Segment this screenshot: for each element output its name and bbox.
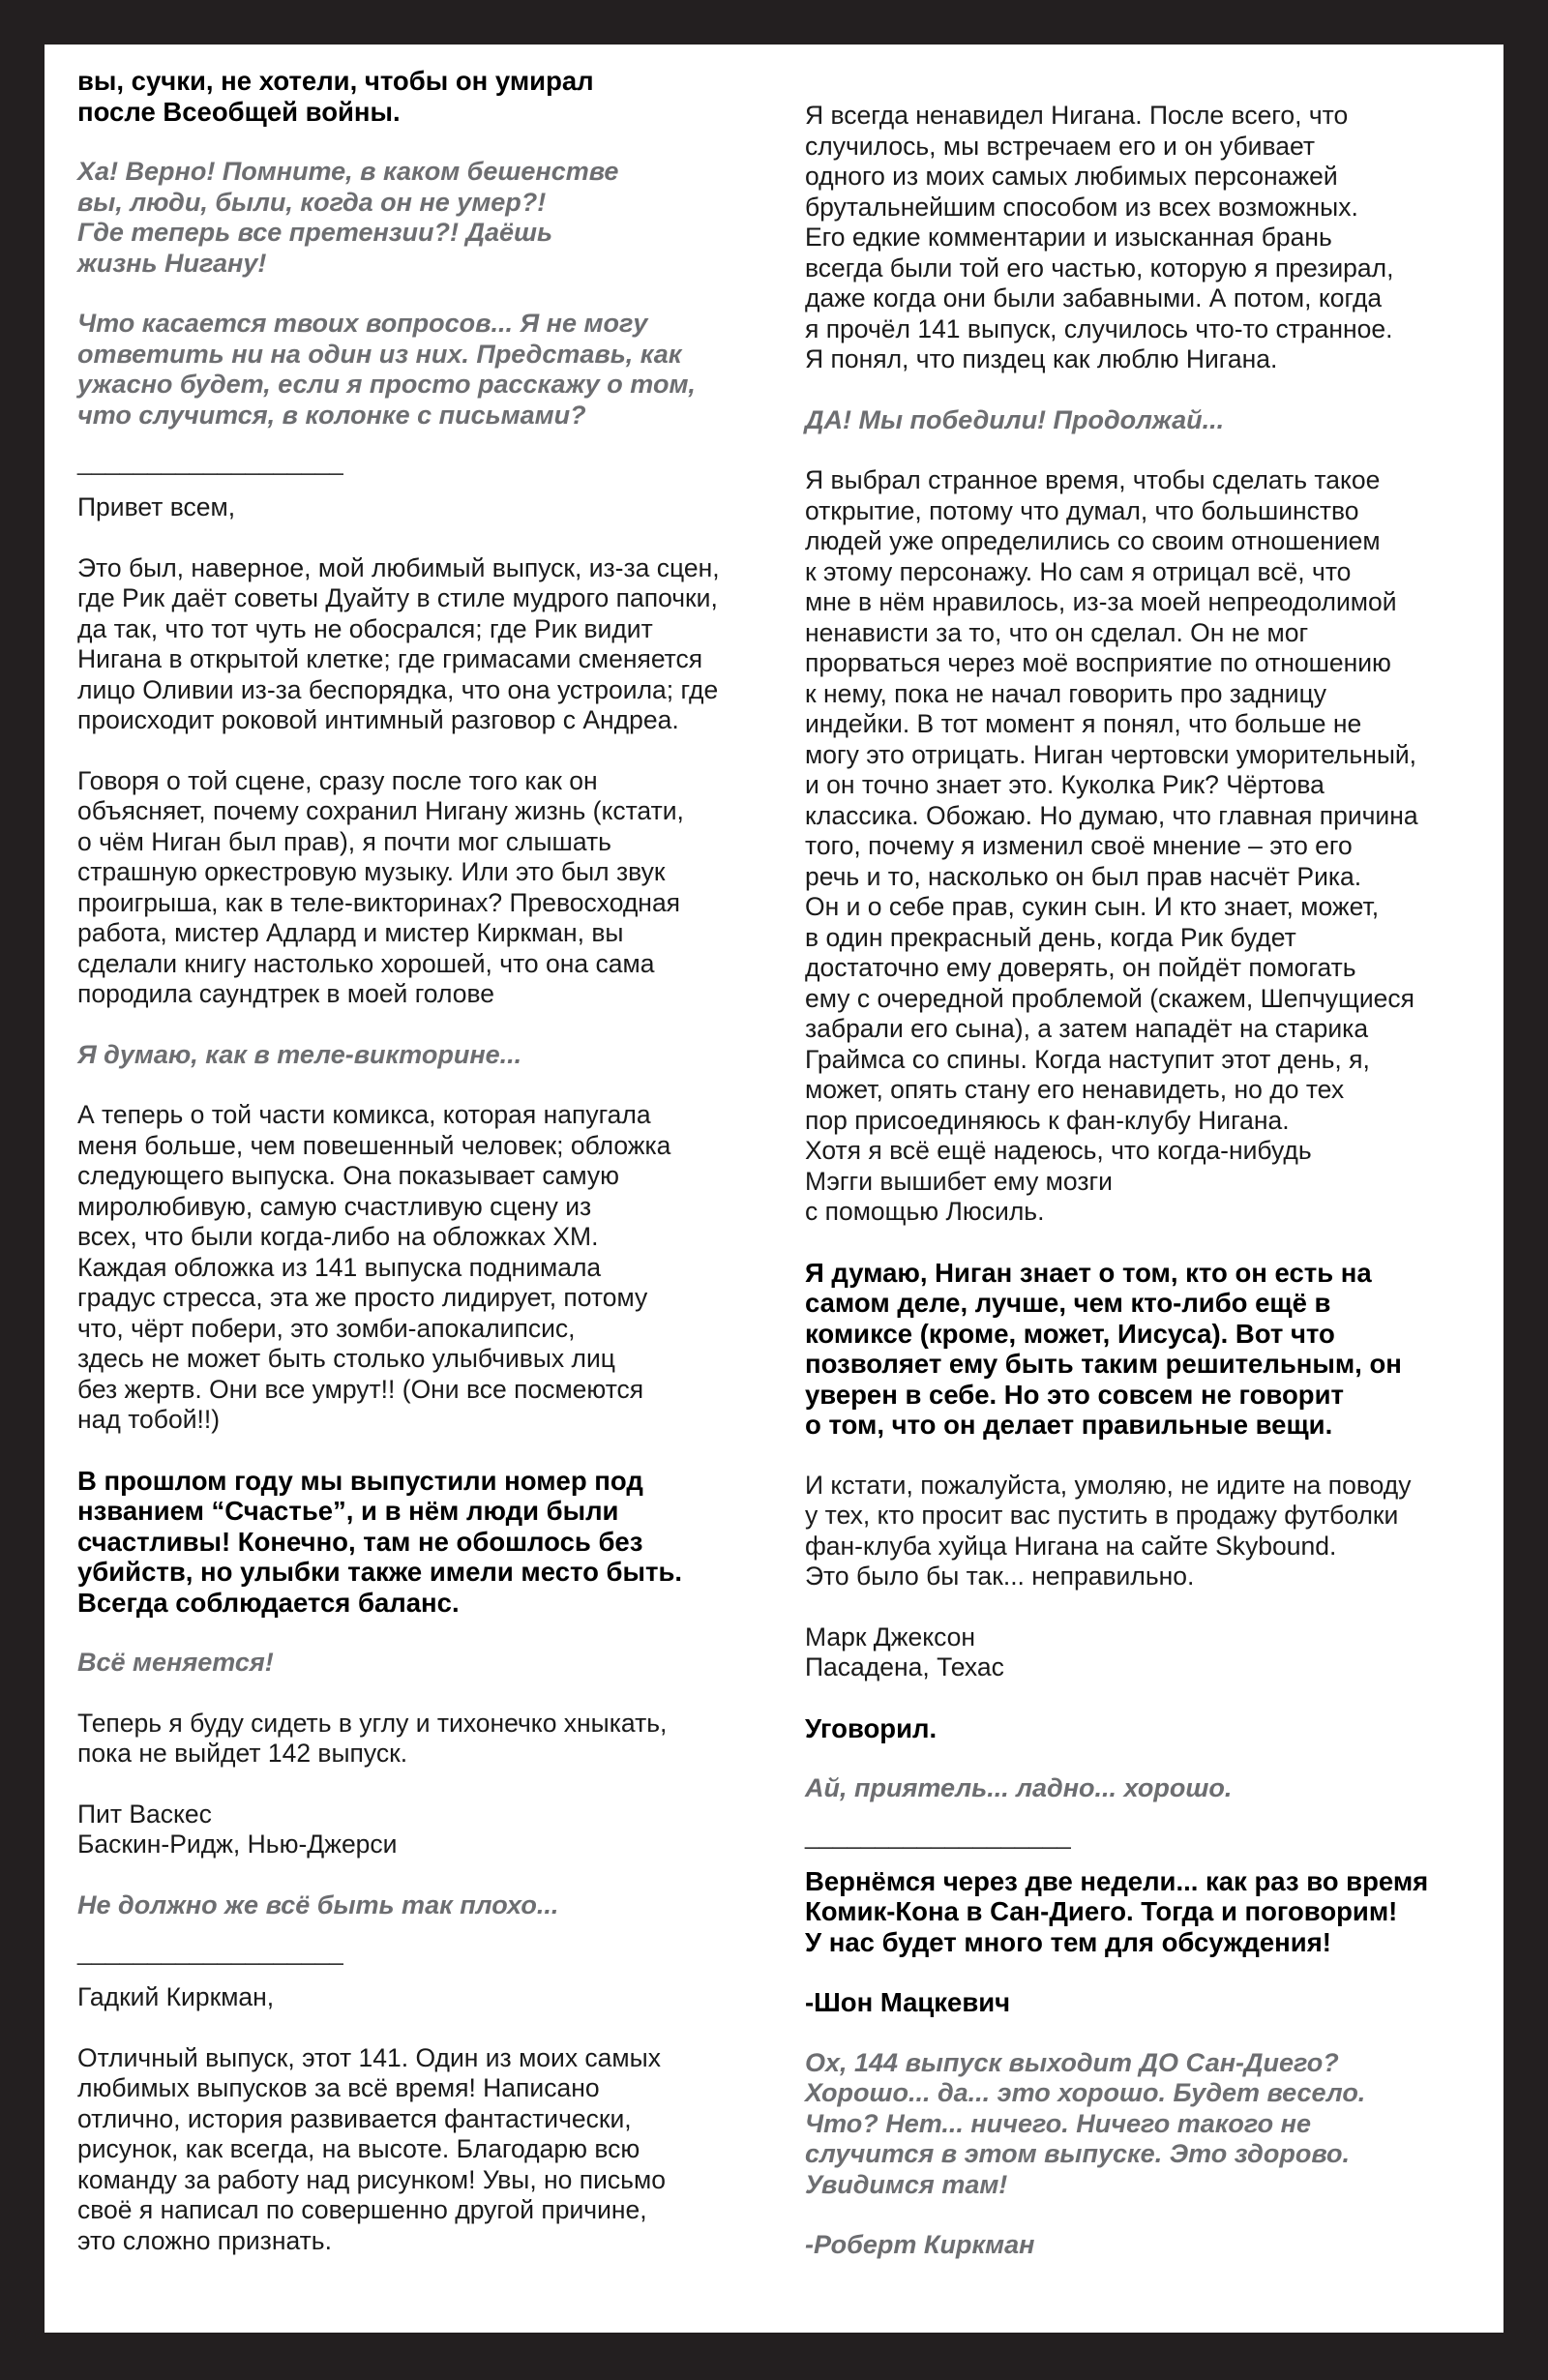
right-letter-paragraph: Марк Джексон Пасадена, Техас — [805, 1621, 1004, 1681]
right-editor-bold-paragraph: -Шон Мацкевич — [805, 1987, 1011, 2017]
left-editor-italic-reply: Я думаю, как в теле-викторине... — [77, 1039, 522, 1069]
right-letter-separator: ___________________ — [805, 1820, 1071, 1850]
right-editor-bold-paragraph: Я думаю, Ниган знает о том, кто он есть на самом деле, лучше, чем кто-либо ещё в комиксе (кроме, может, Иисуса). Вот что позволяет ему быть таким решительным, он уверен в себе. Но это совсем не говорит о том, что он делает правильные вещи. — [805, 1257, 1402, 1440]
left-letter-paragraph: Пит Васкес Баскин-Ридж, Нью-Джерси — [77, 1799, 398, 1859]
left-column — [77, 66, 774, 2256]
right-editor-bold-paragraph: Уговорил. — [805, 1712, 938, 1743]
left-letter-separator: ___________________ — [77, 447, 343, 476]
right-editor-italic-reply: Ай, приятель... ладно... хорошо. — [805, 1773, 1233, 1802]
right-letter-paragraph: Я всегда ненавидел Нигана. После всего, что случилось, мы встречаем его и он убивает одного из моих самых любимых персонажей брутальнейшим способом из всех возможных. Его едкие комментарии и изысканная брань всегда были той его частью, которую я презирал, даже когда они были забавными. А потом, когда я прочёл 141 выпуск, случилось что-то странное. Я понял, что пиздец как люблю Нигана. — [805, 101, 1394, 373]
left-letter-paragraph: Это был, наверное, мой любимый выпуск, из-за сцен, где Рик даёт советы Дуайту в стиле мудрого папочки, да так, что тот чуть не обосрался; где Рик видит Нигана в открытой клетке; где гримасами сменяется лицо Оливии из-за беспорядка, что она устроила; где происходит роковой интимный разговор с Андреа. — [77, 552, 720, 734]
left-letter-paragraph: Привет всем, — [77, 492, 236, 521]
right-letter-paragraph: Я выбрал странное время, чтобы сделать такое открытие, потому что думал, что большинство людей уже определились со своим отношением к этому персонажу. Но сам я отрицал всё, что мне в нём нравилось, из-за моей непреодолимой ненависти за то, что он сделал. Он не мог прорваться через моё восприятие по отношению к нему, пока не начал говорить про задницу индейки. В тот момент я понял, что больше не могу это отрицать. Ниган чертовски уморительный, и он точно знает это. Куколка Рик? Чёртова классика. Обожаю. Но думаю, что главная причина того, почему я изменил своё мнение – это его речь и то, насколько он был прав насчёт Рика. Он и о себе прав, сукин сын. И кто знает, может, в один прекрасный день, когда Рик будет достаточно ему доверять, он пойдёт помогать ему с очередной проблемой (скажем, Шепчущиеся забрали его сына), а затем нападёт на старика Граймса со спины. Когда наступит этот день, я, может, опять стану его ненавидеть, но до тех пор присоединяюсь к фан-клубу Нигана. Хотя я всё ещё надеюсь, что когда-нибудь Мэгги вышибет ему мозги с помощью Люсиль. — [805, 465, 1418, 1226]
left-editor-bold-paragraph: вы, сучки, не хотели, чтобы он умирал после Всеобщей войны. — [77, 66, 594, 127]
right-letter-paragraph: И кстати, пожалуйста, умоляю, не идите на поводу у тех, кто просит вас пустить в продажу футболки фан-клуба хуйца Нигана на сайте Skybound. Это было бы так... неправильно. — [805, 1470, 1412, 1591]
left-editor-bold-paragraph: В прошлом году мы выпустили номер под нзванием “Счастье”, и в нём люди были счастливы! Конечно, там не обошлось без убийств, но улыбки также имели место быть. Всегда соблюдается баланс. — [77, 1465, 683, 1618]
left-editor-italic-reply: Что касается твоих вопросов... Я не могу ответить ни на один из них. Представь, как ужасно будет, если я просто расскажу о том, что случится, в колонке с письмами? — [77, 309, 696, 430]
right-editor-italic-reply: -Роберт Киркман — [805, 2230, 1035, 2259]
left-letter-paragraph: Теперь я буду сидеть в углу и тихонечко хныкать, пока не выйдет 142 выпуск. — [77, 1708, 668, 1768]
left-editor-italic-reply: Всё меняется! — [77, 1648, 274, 1677]
right-editor-italic-reply: Ох, 144 выпуск выходит ДО Сан-Диего? Хорошо... да... это хорошо. Будет весело. Что? Нет... ничего. Ничего такого не случится в этом выпуске. Это здорово. Увидимся там! — [805, 2047, 1366, 2199]
left-editor-italic-reply: Ха! Верно! Помните, в каком бешенстве вы, люди, были, когда он не умер?! Где теперь все претензии?! Даёшь жизнь Нигану! — [77, 157, 619, 278]
letters-page — [45, 45, 1503, 2333]
right-editor-bold-paragraph: Вернёмся через две недели... как раз во время Комик-Кона в Сан-Диего. Тогда и поговорим! У нас будет много тем для обсуждения! — [805, 1865, 1429, 1957]
left-letter-paragraph: Отличный выпуск, этот 141. Один из моих самых любимых выпусков за всё время! Написано отлично, история развивается фантастически, рисунок, как всегда, на высоте. Благодарю всю команду за работу над рисунком! Увы, но письмо своё я написал по совершенно другой причине, это сложно признать. — [77, 2042, 666, 2255]
left-letter-paragraph: Говоря о той сцене, сразу после того как он объясняет, почему сохранил Нигану жизнь (кстати, о чём Ниган был прав), я почти мог слышать страшную оркестровую музыку. Или это был звук проигрыша, как в теле-викторинах? Превосходная работа, мистер Адлард и мистер Киркман, вы сделали книгу настолько хорошей, что она сама породила саундтрек в моей голове — [77, 765, 684, 1008]
left-letter-paragraph: А теперь о той части комикса, которая напугала меня больше, чем повешенный человек; обложка следующего выпуска. Она показывает самую миролюбивую, самую счастливую сцену из всех, что были когда-либо на обложках ХМ. Каждая обложка из 141 выпуска поднимала градус стресса, эта же просто лидирует, потому что, чёрт побери, это зомби-апокалипсис, здесь не может быть столько улыбчивых лиц без жертв. Они все умрут!! (Они все посмеются над тобой!!) — [77, 1100, 671, 1434]
right-column — [805, 101, 1482, 2261]
left-letter-separator: ___________________ — [77, 1937, 343, 1966]
left-editor-italic-reply: Не должно же всё быть так плохо... — [77, 1889, 559, 1919]
right-editor-italic-reply: ДА! Мы победили! Продолжай... — [805, 404, 1225, 434]
left-letter-paragraph: Гадкий Киркман, — [77, 1982, 275, 2011]
